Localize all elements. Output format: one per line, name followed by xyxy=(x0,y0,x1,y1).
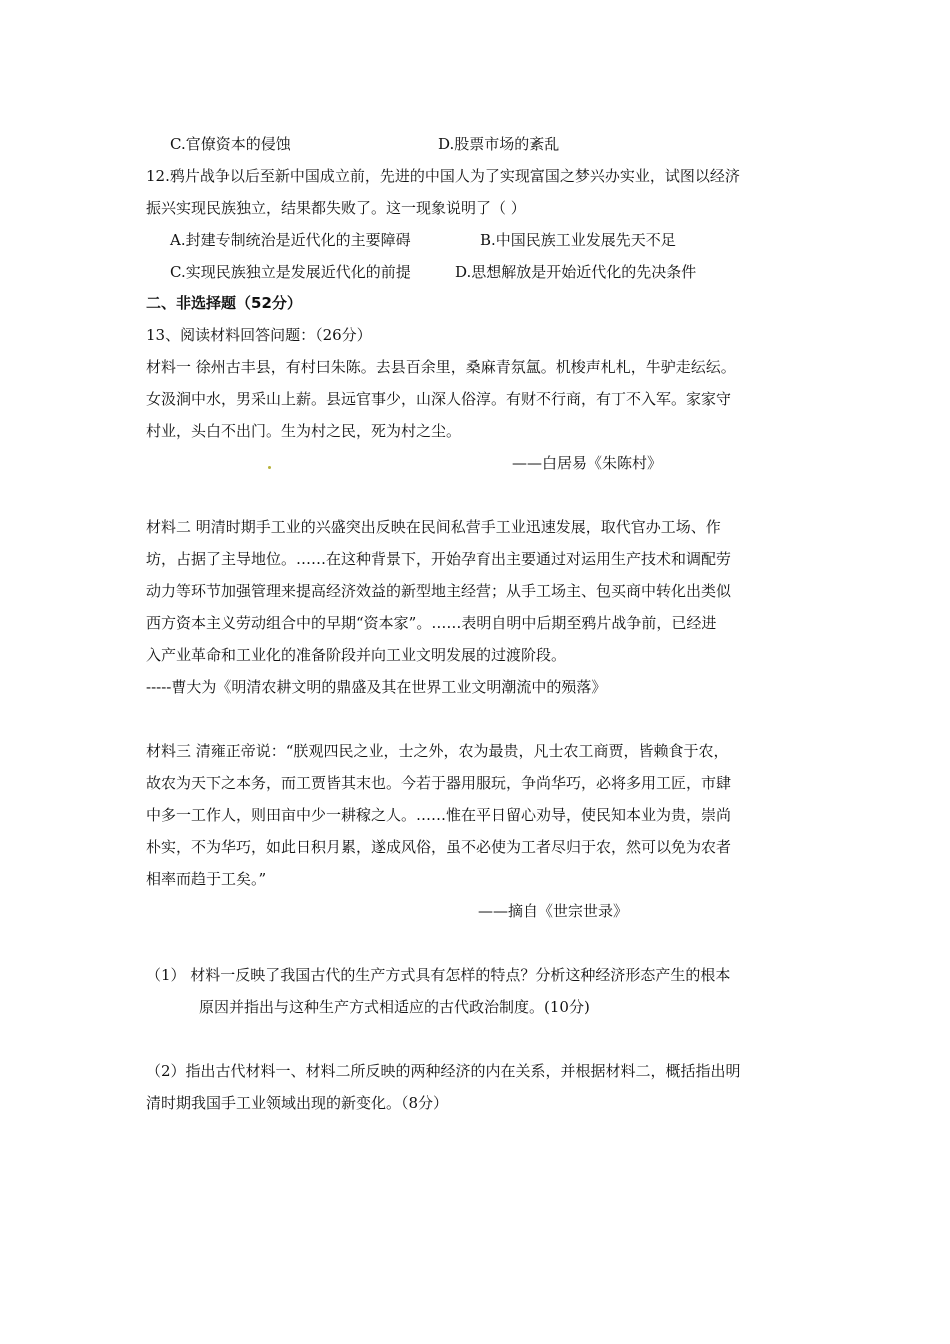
material2-line4: 西方资本主义劳动组合中的早期“资本家”。……表明自明中后期至鸦片战争前，已经进 xyxy=(146,614,717,632)
material3-source: ——摘自《世宗世录》 xyxy=(478,902,629,920)
material3-line2: 故农为天下之本务，而工贾皆其末也。今若于器用服玩，争尚华巧，必将多用工匠，市肆 xyxy=(146,774,732,792)
material1-source: ——白居易《朱陈村》 xyxy=(512,454,663,472)
section-heading: 二、非选择题（52分） xyxy=(146,294,302,312)
q11-option-c: C.官僚资本的侵蚀 xyxy=(170,135,291,153)
q11-option-d: D.股票市场的紊乱 xyxy=(438,135,560,153)
material2-source: -----曹大为《明清农耕文明的鼎盛及其在世界工业文明潮流中的殒落》 xyxy=(146,678,607,696)
subquestion1-line2: 原因并指出与这种生产方式相适应的古代政治制度。(10分) xyxy=(199,998,590,1016)
subquestion2-line2: 清时期我国手工业领域出现的新变化。（8分） xyxy=(146,1094,449,1112)
q12-stem-line2: 振兴实现民族独立，结果都失败了。这一现象说明了（ ） xyxy=(146,199,526,217)
q12-option-b: B.中国民族工业发展先天不足 xyxy=(480,231,676,249)
material1-line3: 村业，头白不出门。生为村之民，死为村之尘。 xyxy=(146,422,462,440)
material2-line5: 入产业革命和工业化的准备阶段并向工业文明发展的过渡阶段。 xyxy=(146,646,567,664)
q12-option-c: C.实现民族独立是发展近代化的前提 xyxy=(170,263,411,281)
material2-line3: 动力等环节加强管理来提高经济效益的新型地主经营；从手工场主、包买商中转化出类似 xyxy=(146,582,732,600)
material2-line2: 坊，占据了主导地位。……在这种背景下，开始孕育出主要通过对运用生产技术和调配劳 xyxy=(146,550,732,568)
material3-line3: 中多一工作人，则田亩中少一耕稼之人。……惟在平日留心劝导，使民知本业为贵，崇尚 xyxy=(146,806,732,824)
material2-line1: 材料二 明清时期手工业的兴盛突出反映在民间私营手工业迅速发展，取代官办工场、作 xyxy=(146,518,721,536)
material3-line5: 相率而趋于工矣。” xyxy=(146,870,267,888)
q13-stem: 13、阅读材料回答问题：（26分） xyxy=(146,326,372,344)
q12-option-d: D.思想解放是开始近代化的先决条件 xyxy=(455,263,697,281)
subquestion1-line1: （1） 材料一反映了我国古代的生产方式具有怎样的特点？分析这种经济形态产生的根本 xyxy=(146,966,731,984)
q12-option-a: A.封建专制统治是近代化的主要障碍 xyxy=(170,231,411,249)
stray-dot xyxy=(268,466,271,469)
material3-line4: 朴实，不为华巧，如此日积月累，遂成风俗，虽不必使为工者尽归于农，然可以免为农者 xyxy=(146,838,732,856)
material1-line2: 女汲涧中水，男采山上薪。县远官事少，山深人俗淳。有财不行商，有丁不入军。家家守 xyxy=(146,390,732,408)
material1-line1: 材料一 徐州古丰县，有村曰朱陈。去县百余里，桑麻青氛氲。机梭声札札，牛驴走纭纭。 xyxy=(146,358,736,376)
material3-line1: 材料三 清雍正帝说：“朕观四民之业，士之外，农为最贵，凡士农工商贾，皆赖食于农， xyxy=(146,742,729,760)
subquestion2-line1: （2）指出古代材料一、材料二所反映的两种经济的内在关系，并根据材料二，概括指出明 xyxy=(146,1062,741,1080)
q12-stem-line1: 12.鸦片战争以后至新中国成立前，先进的中国人为了实现富国之梦兴办实业，试图以经济 xyxy=(146,167,740,185)
